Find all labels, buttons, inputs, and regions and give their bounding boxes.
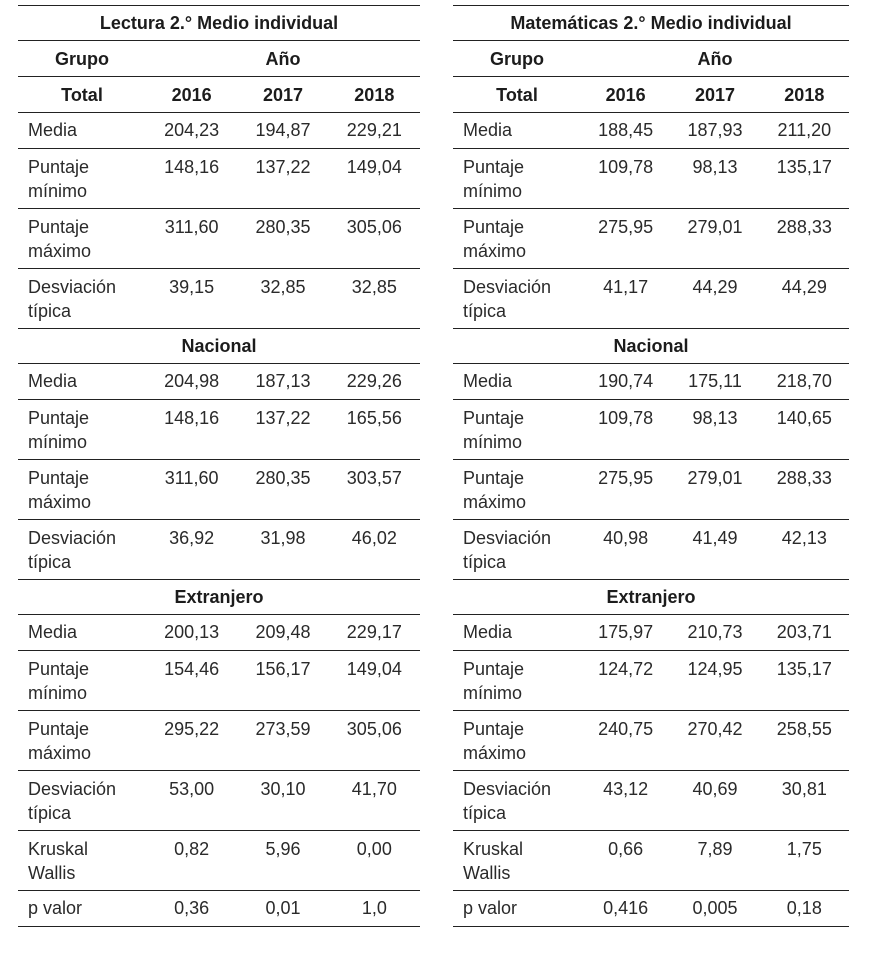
- value-cell: 98,13: [670, 149, 759, 209]
- row-label-line: Kruskal: [463, 839, 524, 859]
- year-label: 2018: [329, 77, 420, 113]
- table-row: [18, 891, 420, 927]
- value-cell: 124,72: [581, 651, 670, 711]
- table-row: [453, 209, 849, 269]
- row-label-line: Puntaje: [28, 217, 90, 237]
- row-label: [453, 400, 581, 460]
- value-cell: 32,85: [329, 269, 420, 329]
- row-label: [453, 520, 581, 580]
- row-label-line: Puntaje: [463, 157, 525, 177]
- value-cell: 203,71: [760, 615, 849, 651]
- table-row: [18, 400, 420, 460]
- table-row: [453, 149, 849, 209]
- table-row: [18, 651, 420, 711]
- value-cell: 41,70: [329, 771, 420, 831]
- value-cell: 41,49: [670, 520, 759, 580]
- row-label: [18, 891, 146, 927]
- row-label-line: Media: [463, 120, 513, 140]
- section-name: Extranjero: [18, 580, 420, 615]
- value-cell: 135,17: [760, 651, 849, 711]
- section-header-row: [18, 77, 420, 113]
- value-cell: 175,11: [670, 364, 759, 400]
- table-title: Lectura 2.° Medio individual: [18, 6, 420, 41]
- value-cell: 187,93: [670, 113, 759, 149]
- value-cell: 311,60: [146, 209, 237, 269]
- row-label-line: Wallis: [28, 863, 76, 883]
- table-row: [18, 149, 420, 209]
- value-cell: 280,35: [237, 209, 328, 269]
- value-cell: 39,15: [146, 269, 237, 329]
- table-row: [18, 831, 420, 891]
- value-cell: 0,82: [146, 831, 237, 891]
- value-cell: 165,56: [329, 400, 420, 460]
- value-cell: 0,00: [329, 831, 420, 891]
- row-label-line: mínimo: [463, 683, 523, 703]
- row-label: [453, 711, 581, 771]
- year-label: 2017: [670, 77, 759, 113]
- row-label-line: máximo: [463, 743, 527, 763]
- row-label: [453, 615, 581, 651]
- value-cell: 0,416: [581, 891, 670, 927]
- table-row: [453, 460, 849, 520]
- row-label-line: Desviación: [463, 277, 552, 297]
- value-cell: 187,13: [237, 364, 328, 400]
- value-cell: 1,0: [329, 891, 420, 927]
- value-cell: 0,01: [237, 891, 328, 927]
- value-cell: 137,22: [237, 400, 328, 460]
- value-cell: 275,95: [581, 209, 670, 269]
- row-label-line: p valor: [463, 898, 518, 918]
- value-cell: 41,17: [581, 269, 670, 329]
- value-cell: 288,33: [760, 209, 849, 269]
- row-label: [453, 149, 581, 209]
- row-label-line: Media: [28, 120, 78, 140]
- table-row: [18, 615, 420, 651]
- value-cell: 124,95: [670, 651, 759, 711]
- row-label: [453, 364, 581, 400]
- row-label-line: mínimo: [463, 432, 523, 452]
- lectura-table: [18, 5, 420, 927]
- value-cell: 46,02: [329, 520, 420, 580]
- row-label: [453, 209, 581, 269]
- value-cell: 194,87: [237, 113, 328, 149]
- table-row: [453, 269, 849, 329]
- value-cell: 240,75: [581, 711, 670, 771]
- row-label-line: típica: [463, 301, 507, 321]
- table-row: [18, 209, 420, 269]
- row-label-line: mínimo: [28, 432, 88, 452]
- value-cell: 135,17: [760, 149, 849, 209]
- section-name: Nacional: [18, 329, 420, 364]
- row-label-line: Media: [463, 622, 513, 642]
- row-label: [18, 209, 146, 269]
- year-label: 2018: [760, 77, 849, 113]
- table-row: [453, 113, 849, 149]
- table-row: [453, 400, 849, 460]
- year-label: 2017: [237, 77, 328, 113]
- value-cell: 295,22: [146, 711, 237, 771]
- row-label-line: Desviación: [28, 528, 117, 548]
- section-header-row: [453, 329, 849, 364]
- value-cell: 311,60: [146, 460, 237, 520]
- row-label-line: Puntaje: [28, 719, 90, 739]
- value-cell: 204,23: [146, 113, 237, 149]
- value-cell: 218,70: [760, 364, 849, 400]
- stats-table: [453, 5, 849, 927]
- group-header: Grupo: [18, 41, 146, 77]
- row-label-line: máximo: [463, 492, 527, 512]
- value-cell: 273,59: [237, 711, 328, 771]
- row-label-line: Puntaje: [463, 468, 525, 488]
- value-cell: 270,42: [670, 711, 759, 771]
- value-cell: 279,01: [670, 209, 759, 269]
- year-label: 2016: [146, 77, 237, 113]
- row-label: [453, 113, 581, 149]
- row-label-line: típica: [463, 552, 507, 572]
- value-cell: 40,98: [581, 520, 670, 580]
- value-cell: 229,17: [329, 615, 420, 651]
- value-cell: 156,17: [237, 651, 328, 711]
- row-label: [453, 771, 581, 831]
- row-label-line: Puntaje: [28, 157, 90, 177]
- table-title: Matemáticas 2.° Medio individual: [453, 6, 849, 41]
- table-row: [453, 364, 849, 400]
- value-cell: 303,57: [329, 460, 420, 520]
- row-label-line: Puntaje: [28, 659, 90, 679]
- row-label: [18, 615, 146, 651]
- table-row: [18, 269, 420, 329]
- value-cell: 280,35: [237, 460, 328, 520]
- value-cell: 148,16: [146, 400, 237, 460]
- value-cell: 275,95: [581, 460, 670, 520]
- value-cell: 5,96: [237, 831, 328, 891]
- row-label-line: típica: [28, 803, 72, 823]
- value-cell: 204,98: [146, 364, 237, 400]
- row-label-line: Desviación: [28, 779, 117, 799]
- row-label-line: Puntaje: [28, 468, 90, 488]
- year-header: Año: [146, 41, 420, 77]
- row-label: [453, 831, 581, 891]
- row-label-line: Media: [28, 622, 78, 642]
- row-label: [18, 711, 146, 771]
- group-header-row: [18, 41, 420, 77]
- row-label-line: máximo: [463, 241, 527, 261]
- value-cell: 53,00: [146, 771, 237, 831]
- section-name: Nacional: [453, 329, 849, 364]
- year-header: Año: [581, 41, 849, 77]
- table-row: [453, 651, 849, 711]
- value-cell: 140,65: [760, 400, 849, 460]
- stats-table: [18, 5, 420, 927]
- value-cell: 0,18: [760, 891, 849, 927]
- row-label-line: Kruskal: [28, 839, 89, 859]
- row-label-line: p valor: [28, 898, 83, 918]
- value-cell: 209,48: [237, 615, 328, 651]
- matematicas-table: [453, 5, 849, 927]
- value-cell: 7,89: [670, 831, 759, 891]
- value-cell: 305,06: [329, 209, 420, 269]
- row-label-line: Desviación: [28, 277, 117, 297]
- group-header-row: [453, 41, 849, 77]
- group-header: Grupo: [453, 41, 581, 77]
- row-label-line: máximo: [28, 492, 92, 512]
- row-label-line: típica: [28, 552, 72, 572]
- table-row: [453, 891, 849, 927]
- value-cell: 288,33: [760, 460, 849, 520]
- table-row: [453, 831, 849, 891]
- value-cell: 211,20: [760, 113, 849, 149]
- section-header-row: [18, 329, 420, 364]
- section-header-row: [453, 77, 849, 113]
- table-row: [453, 615, 849, 651]
- row-label: [453, 891, 581, 927]
- value-cell: 148,16: [146, 149, 237, 209]
- table-row: [453, 520, 849, 580]
- table-row: [18, 711, 420, 771]
- section-header-row: [453, 580, 849, 615]
- value-cell: 0,005: [670, 891, 759, 927]
- row-label: [18, 364, 146, 400]
- table-row: [453, 771, 849, 831]
- value-cell: 137,22: [237, 149, 328, 209]
- value-cell: 109,78: [581, 149, 670, 209]
- value-cell: 229,26: [329, 364, 420, 400]
- table-row: [18, 364, 420, 400]
- row-label-line: Wallis: [463, 863, 511, 883]
- row-label-line: mínimo: [463, 181, 523, 201]
- row-label-line: típica: [28, 301, 72, 321]
- value-cell: 149,04: [329, 149, 420, 209]
- section-name: Extranjero: [453, 580, 849, 615]
- value-cell: 279,01: [670, 460, 759, 520]
- value-cell: 190,74: [581, 364, 670, 400]
- row-label-line: Media: [463, 371, 513, 391]
- row-label-line: mínimo: [28, 683, 88, 703]
- value-cell: 188,45: [581, 113, 670, 149]
- row-label-line: típica: [463, 803, 507, 823]
- value-cell: 0,66: [581, 831, 670, 891]
- value-cell: 98,13: [670, 400, 759, 460]
- section-name: Total: [453, 77, 581, 113]
- value-cell: 42,13: [760, 520, 849, 580]
- value-cell: 200,13: [146, 615, 237, 651]
- value-cell: 305,06: [329, 711, 420, 771]
- table-title-row: [453, 6, 849, 41]
- row-label-line: Puntaje: [463, 217, 525, 237]
- row-label: [18, 831, 146, 891]
- row-label-line: máximo: [28, 743, 92, 763]
- value-cell: 154,46: [146, 651, 237, 711]
- table-row: [18, 771, 420, 831]
- row-label: [18, 651, 146, 711]
- value-cell: 40,69: [670, 771, 759, 831]
- value-cell: 44,29: [760, 269, 849, 329]
- row-label: [18, 149, 146, 209]
- table-row: [18, 520, 420, 580]
- row-label: [18, 400, 146, 460]
- row-label-line: Desviación: [463, 779, 552, 799]
- value-cell: 109,78: [581, 400, 670, 460]
- section-header-row: [18, 580, 420, 615]
- table-row: [453, 711, 849, 771]
- value-cell: 32,85: [237, 269, 328, 329]
- row-label-line: Puntaje: [463, 719, 525, 739]
- value-cell: 30,10: [237, 771, 328, 831]
- row-label: [18, 269, 146, 329]
- value-cell: 258,55: [760, 711, 849, 771]
- row-label-line: mínimo: [28, 181, 88, 201]
- row-label: [18, 771, 146, 831]
- table-row: [18, 113, 420, 149]
- row-label: [453, 269, 581, 329]
- year-label: 2016: [581, 77, 670, 113]
- row-label-line: Puntaje: [463, 408, 525, 428]
- value-cell: 43,12: [581, 771, 670, 831]
- row-label-line: máximo: [28, 241, 92, 261]
- row-label-line: Puntaje: [463, 659, 525, 679]
- section-name: Total: [18, 77, 146, 113]
- row-label: [18, 460, 146, 520]
- row-label-line: Media: [28, 371, 78, 391]
- table-row: [18, 460, 420, 520]
- row-label: [453, 460, 581, 520]
- row-label-line: Desviación: [463, 528, 552, 548]
- value-cell: 36,92: [146, 520, 237, 580]
- value-cell: 149,04: [329, 651, 420, 711]
- value-cell: 31,98: [237, 520, 328, 580]
- row-label: [18, 113, 146, 149]
- value-cell: 229,21: [329, 113, 420, 149]
- table-title-row: [18, 6, 420, 41]
- value-cell: 210,73: [670, 615, 759, 651]
- row-label: [453, 651, 581, 711]
- value-cell: 1,75: [760, 831, 849, 891]
- value-cell: 44,29: [670, 269, 759, 329]
- row-label-line: Puntaje: [28, 408, 90, 428]
- value-cell: 30,81: [760, 771, 849, 831]
- row-label: [18, 520, 146, 580]
- value-cell: 0,36: [146, 891, 237, 927]
- value-cell: 175,97: [581, 615, 670, 651]
